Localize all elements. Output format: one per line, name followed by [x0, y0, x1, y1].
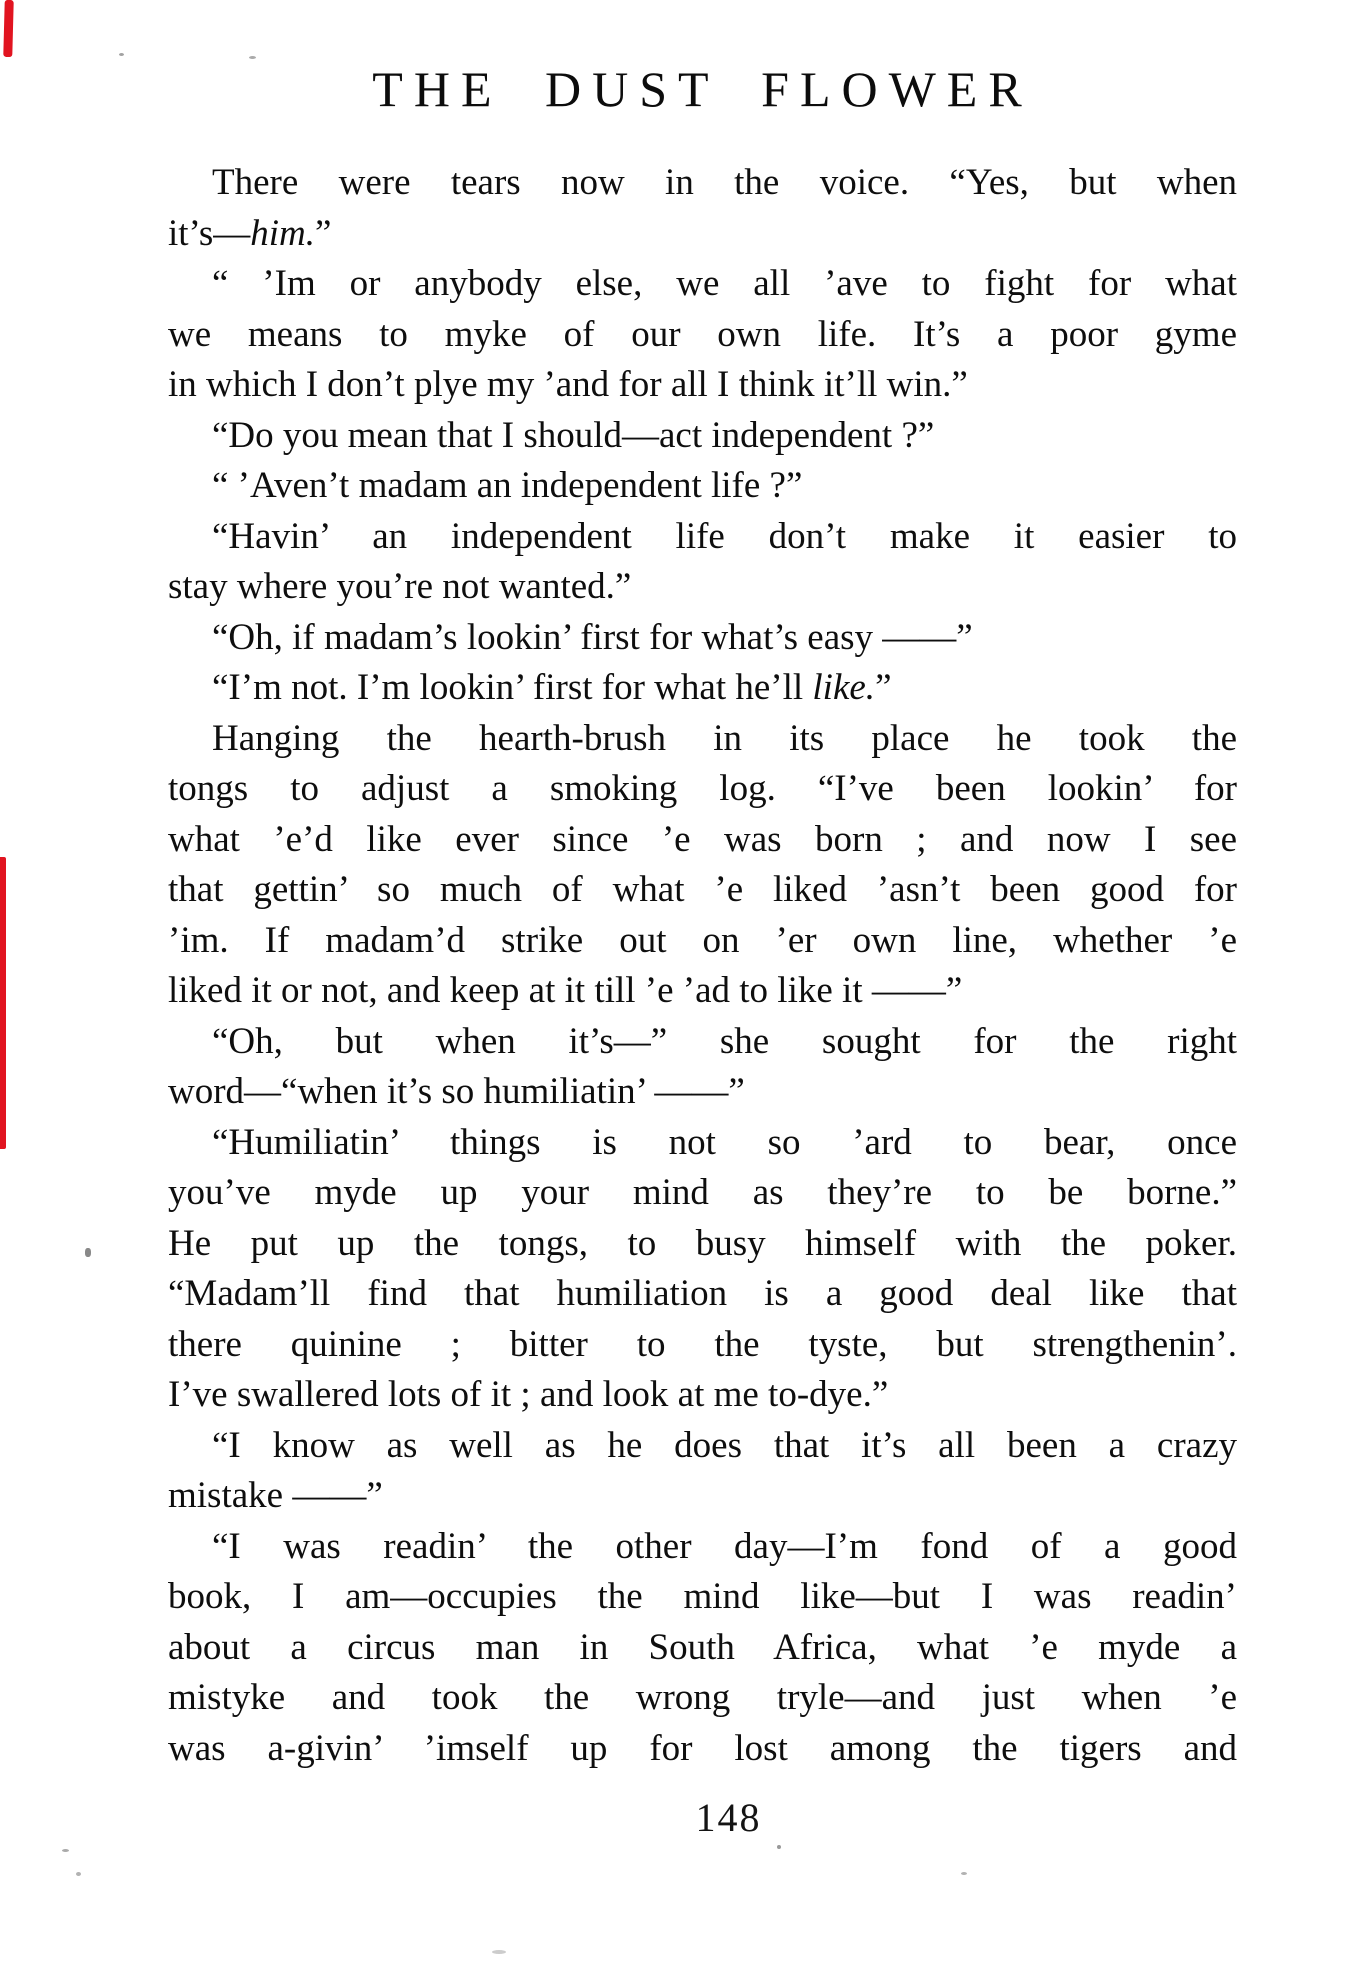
text-line: mistyke and took the wrong tryle—and just when ’e [168, 1677, 1237, 1718]
ink-speckle [85, 1248, 91, 1257]
text-line: “Havin’ an independent life don’t make it easier to [212, 515, 1237, 557]
text-line: “Madam’ll find that humiliation is a good deal like that [168, 1273, 1237, 1314]
text-line: “ ’Aven’t madam an independent life ?” [212, 465, 803, 506]
text-line: liked it or not, and keep at it till ’e ’ad to like it ——” [168, 970, 963, 1011]
text-line: “I’m not. I’m lookin’ first for what he’ll like.” [212, 667, 892, 708]
text-line: there quinine ; bitter to the tyste, but strengthenin’. [168, 1323, 1237, 1365]
text-line: “Humiliatin’ things is not so ’ard to bear, once [212, 1121, 1237, 1163]
text-line: what ’e’d like ever since ’e was born ; and now I see [168, 818, 1237, 860]
red-scan-mark-left-edge [0, 857, 6, 1149]
body-text [168, 158, 1237, 1774]
text-line: that gettin’ so much of what ’e liked ’asn’t been good for [168, 869, 1237, 910]
text-line: in which I don’t plye my ’and for all I think it’ll win.” [168, 364, 968, 405]
text-line: Hanging the hearth-brush in its place he took the [212, 717, 1237, 759]
text-line: mistake ——” [168, 1475, 383, 1516]
text-line: stay where you’re not wanted.” [168, 566, 632, 607]
text-line: I’ve swallered lots of it ; and look at me to-dye.” [168, 1374, 889, 1415]
ink-speckle [961, 1872, 967, 1875]
text-line: “ ’Im or anybody else, we all ’ave to fight for what [212, 263, 1237, 304]
text-line: you’ve myde up your mind as they’re to be borne.” [168, 1172, 1237, 1213]
ink-speckle [777, 1845, 781, 1849]
text-line: “Oh, if madam’s lookin’ first for what’s easy ——” [212, 616, 973, 658]
text-line: was a-givin’ ’imself up for lost among the tigers and [168, 1727, 1237, 1769]
ink-speckle [76, 1872, 81, 1876]
ink-speckle [119, 53, 124, 56]
text-line: “Do you mean that I should—act independent ?” [212, 414, 935, 456]
text-line: we means to myke of our own life. It’s a poor gyme [168, 313, 1237, 355]
text-line: tongs to adjust a smoking log. “I’ve been lookin’ for [168, 768, 1237, 809]
text-line: about a circus man in South Africa, what ’e myde a [168, 1626, 1237, 1668]
text-line: it’s—him.” [168, 212, 332, 254]
ink-speckle [62, 1849, 69, 1852]
red-scan-mark-top-left [3, 0, 13, 57]
page-title: THE DUST FLOWER [372, 61, 1033, 117]
text-line: He put up the tongs, to busy himself with the poker. [168, 1222, 1237, 1264]
text-line: “I know as well as he does that it’s all been a crazy [212, 1424, 1237, 1466]
text-line: ’im. If madam’d strike out on ’er own line, whether ’e [168, 919, 1237, 961]
text-line: word—“when it’s so humiliatin’ ——” [168, 1071, 745, 1112]
text-line: book, I am—occupies the mind like—but I was readin’ [168, 1576, 1237, 1617]
ink-speckle [492, 1950, 506, 1954]
text-line: “I was readin’ the other day—I’m fond of a good [212, 1525, 1237, 1567]
text-line: There were tears now in the voice. “Yes, but when [212, 162, 1237, 203]
ink-speckle [249, 56, 256, 59]
page-number: 148 [695, 1795, 762, 1840]
text-line: “Oh, but when it’s—” she sought for the right [212, 1020, 1237, 1062]
